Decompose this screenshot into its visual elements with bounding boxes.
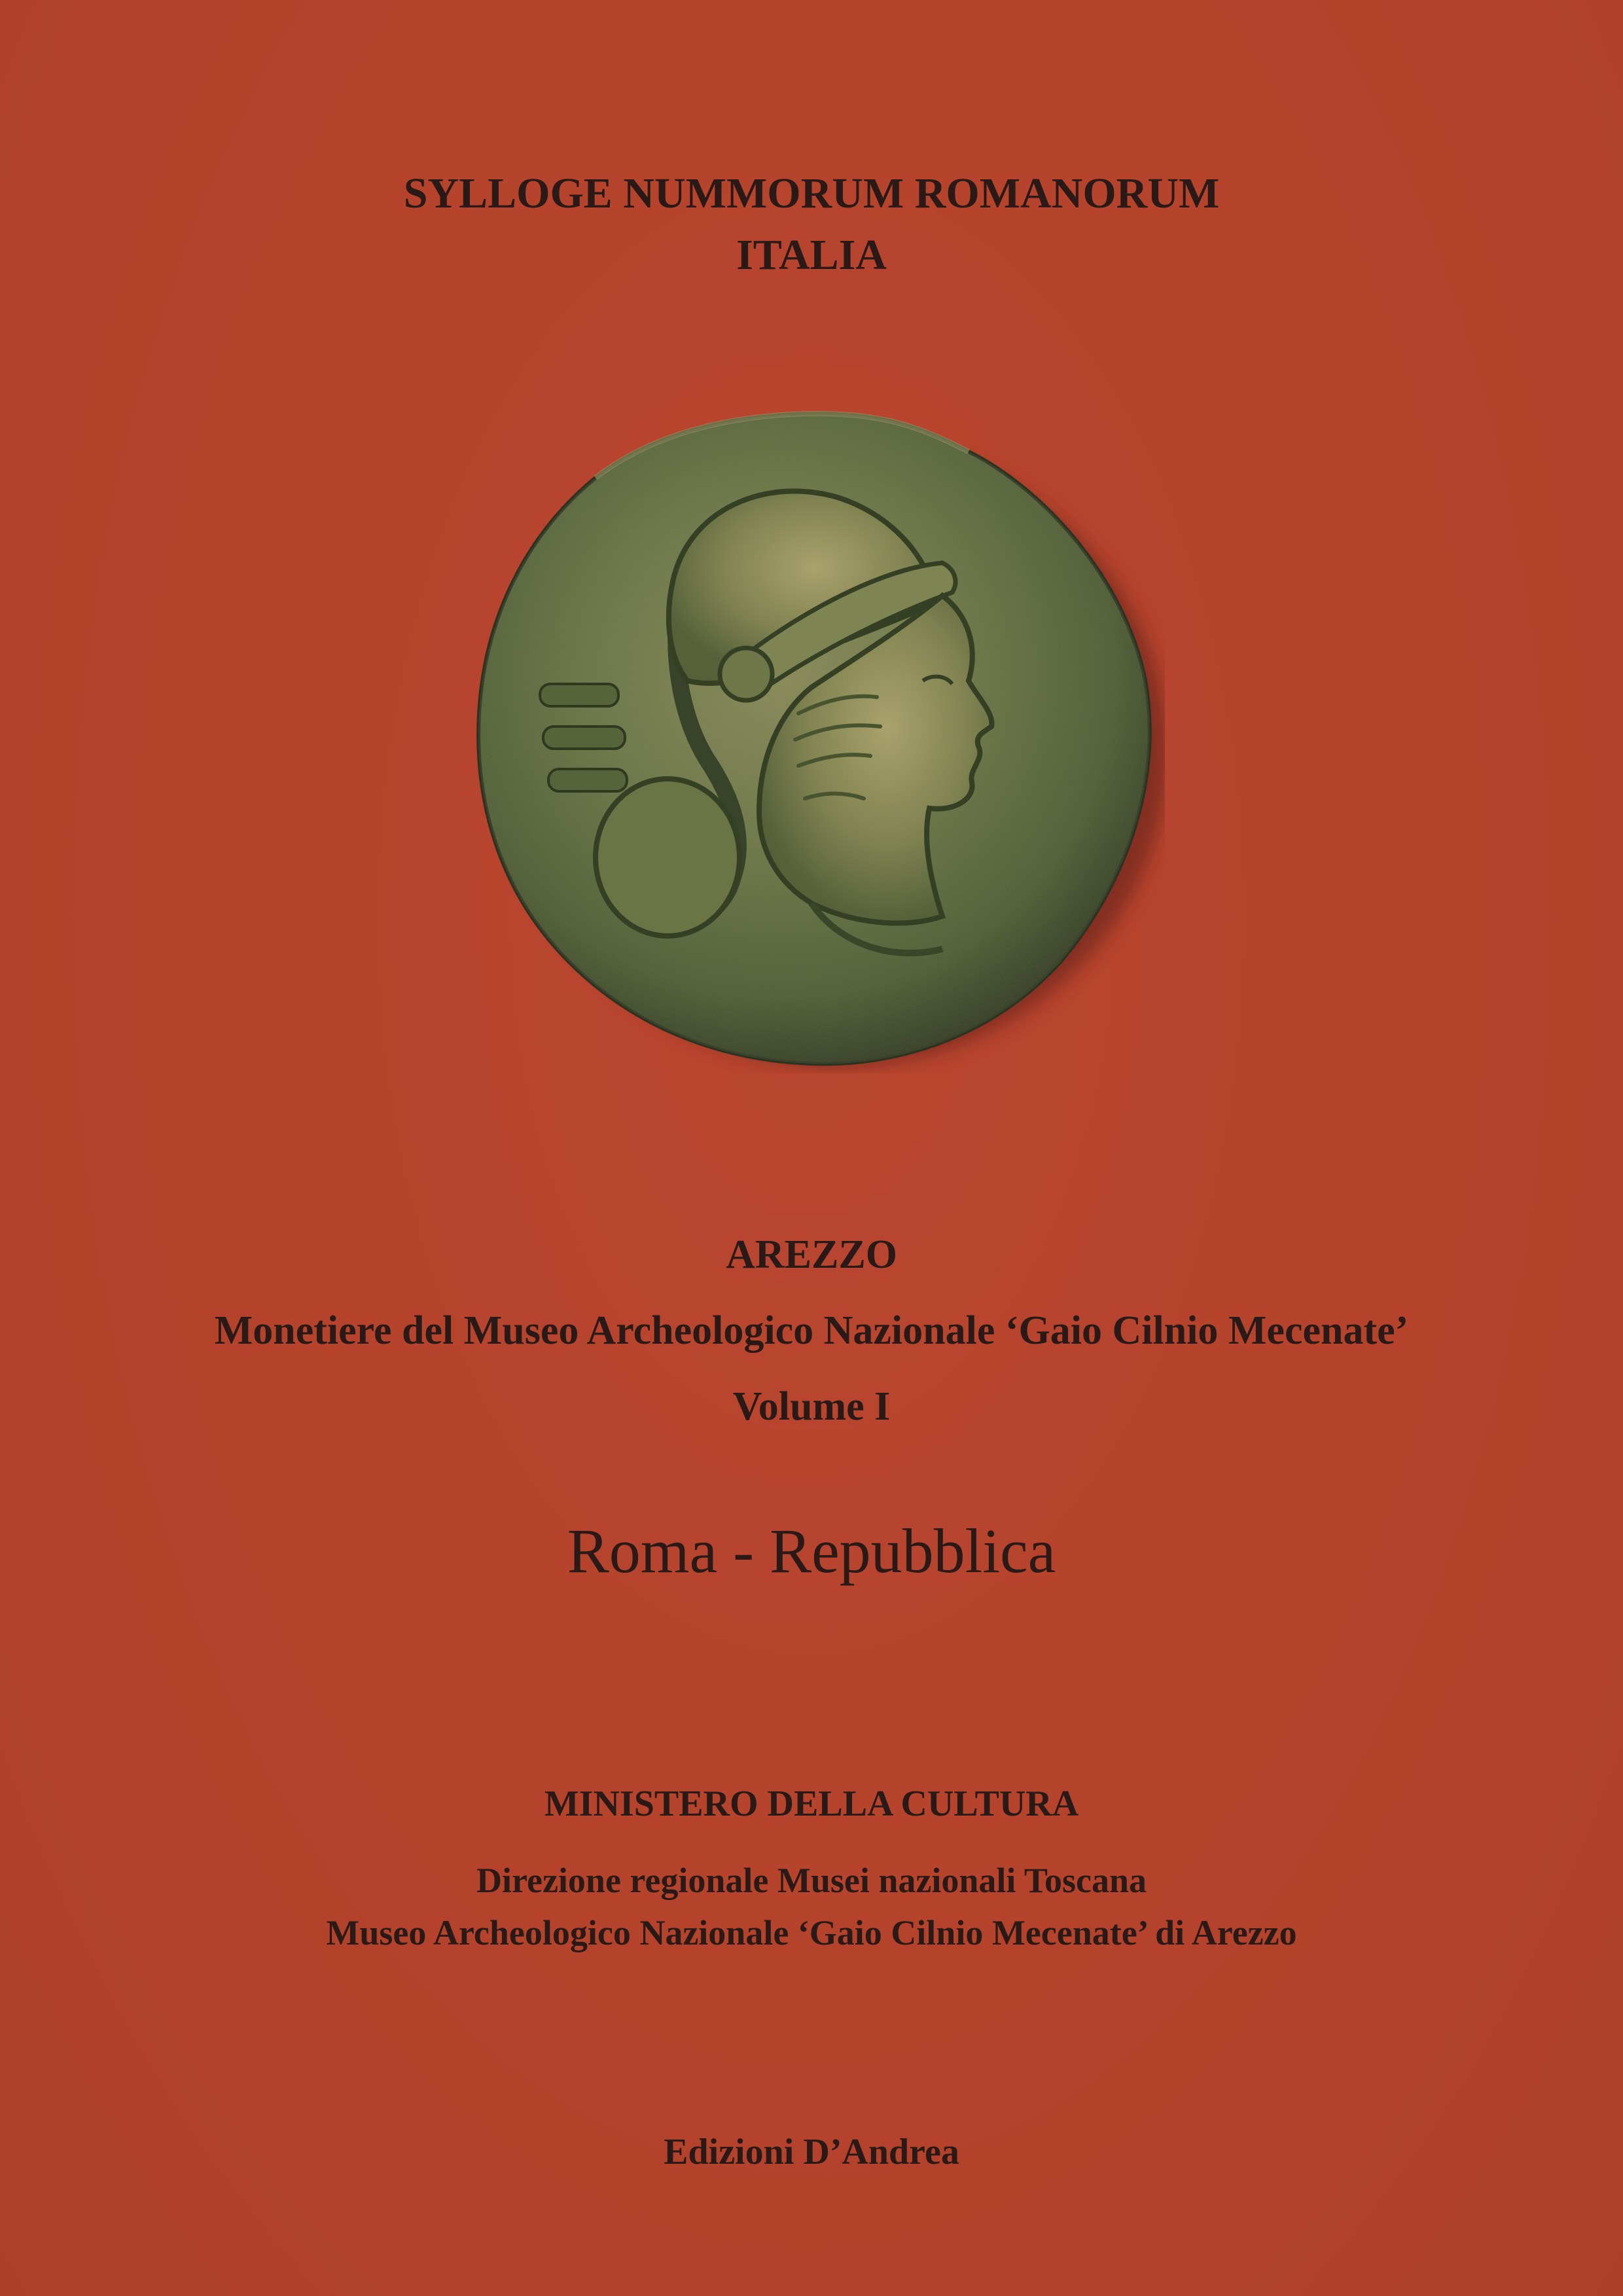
coin-illustration bbox=[471, 406, 1165, 1073]
series-title: SYLLOGE NUMMORUM ROMANORUM bbox=[403, 170, 1220, 217]
ministry-label: MINISTERO DELLA CULTURA bbox=[544, 1784, 1079, 1824]
value-mark-icon bbox=[540, 684, 627, 791]
publisher-label: Edizioni D’Andrea bbox=[664, 2132, 959, 2172]
series-subtitle: ITALIA bbox=[736, 231, 887, 279]
coin-image bbox=[471, 406, 1165, 1073]
helmet-boss bbox=[720, 648, 772, 700]
volume-label: Volume I bbox=[732, 1384, 891, 1429]
subject-title: Roma - Repubblica bbox=[567, 1516, 1056, 1586]
city-heading: AREZZO bbox=[726, 1232, 897, 1277]
direction-label: Direzione regionale Musei nazionali Toscana bbox=[476, 1861, 1147, 1900]
helmet-cheek-guard bbox=[596, 779, 740, 936]
collection-title: Monetiere del Museo Archeologico Nazionale ‘Gaio Cilnio Mecenate’ bbox=[214, 1308, 1409, 1353]
museum-label: Museo Archeologico Nazionale ‘Gaio Cilnio Mecenate’ di Arezzo bbox=[326, 1913, 1297, 1952]
